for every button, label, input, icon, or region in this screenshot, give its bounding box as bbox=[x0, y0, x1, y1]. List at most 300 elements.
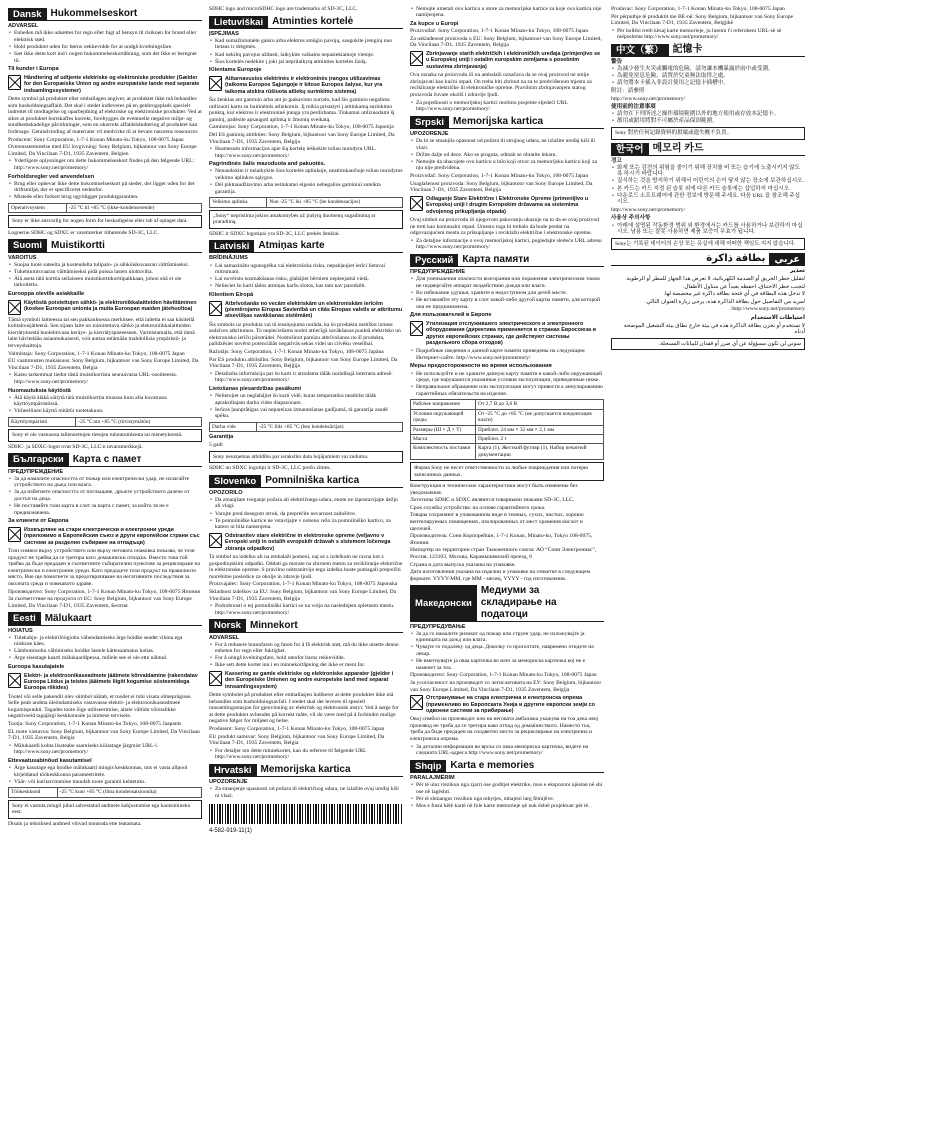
list-item: • Nenaudokite ir nelaikykite šios kortelės aplinkoje, neatitinkančioje toliau nurodytos veikimo aplinkos sąlygos. bbox=[215, 168, 403, 181]
note-box: Sony neuzņemas atbildību par ierakstīto datu bojājumiem vai zudumu. bbox=[209, 451, 403, 463]
section-header-eesti bbox=[8, 612, 202, 625]
section-title: Карта с памет bbox=[69, 453, 202, 466]
warning-list bbox=[410, 138, 604, 172]
weee-body: Tämä symboli laitteessa tai sen pakkauksessa merkitsee, että laitetta ei saa käsitellä kotitalousjätteenä. Sen sijaan laite on toimitettava sähkö ja elektroniikkalaitteiden kierrätyksestä huolehtivaan keräys- ja kierrätyspisteeseen. Varmistamalla, että tämä laite hävitetään asianmukaisesti, voit auttaa estämään mahdollisia ympäristö- ja terveyshaittoja. bbox=[8, 316, 195, 349]
spec-label: Масса bbox=[411, 434, 476, 443]
spec-value: Карта (1), Жесткий футляр (1), Набор печатной документации bbox=[476, 444, 604, 460]
list-item: • Не используйте и не храните данную карту памяти в какой-либо окружающей среде, где нарушаются указанные условия эксплуатации, приведенные ниже. bbox=[416, 371, 604, 384]
precautions-heading: Ettevaatusabinõud kasutamisel bbox=[8, 758, 92, 765]
weee-block bbox=[410, 695, 604, 714]
spec-table bbox=[209, 422, 403, 432]
precautions-heading: Меры предосторожности во время использования bbox=[410, 363, 552, 370]
section-title: Mälukaart bbox=[41, 612, 202, 625]
list-item: • Lämbumisohu vältimiseks hoidke lastele kättesaamatus kohas. bbox=[14, 648, 202, 655]
list-item: • Za smanjenje opasnosti od požara ili električnog udara, ne izlažite ovaj uređaj kiši ni vlazi. bbox=[215, 786, 403, 799]
list-item: • Во избежание удушья, храните в недоступном для детей месте. bbox=[416, 290, 604, 297]
weee-title: Утилизация отслужившего электрического и электронного оборудования (директива применяется в странах Евросоюза и других европейских странах, где действуют системы раздельного сбора отходов) bbox=[426, 320, 596, 346]
url-text: • Detalizēta informācija par šo karti ir atrodama tālāk norādītajā interneta adresē: http://www.sony.net/promemory/ bbox=[215, 371, 403, 384]
language-label: Latviski bbox=[209, 240, 254, 253]
url-text: • Išsamesnės informacijos apie šią kortelę ieškokite toliau nurodytu URL. http://www.sony.net/promemory/ bbox=[215, 146, 403, 159]
language-label: Български bbox=[8, 453, 69, 466]
weee-body: Dette symbolet på produktet eller emballasjen indikerer at dette produktet ikke må behandles som husholdningsavfall. I stedet skal det leveres til spesiell innsamlingsstasjon for gjenvinning av elektrisk og elektronisk utstyr. Ved å sørge for at dette produktet avhendes på korrekt måte, vil du være med på å forhindre mulige negative følger for miljøet og helse. bbox=[209, 692, 399, 725]
precautions-heading: Lietošanas piesardzības pasākumi bbox=[209, 385, 302, 392]
list-item: • Nelietojiet un neglabājiet šo karti vidē, kuras temperatūra neatbilst tālāk aprakstītajam darba vides diapazonam. bbox=[215, 393, 403, 406]
section-title: Memorijska kartica bbox=[257, 764, 404, 777]
section-title: Atmiņas karte bbox=[254, 240, 403, 253]
section-header-arabic bbox=[611, 253, 805, 266]
section-header-bulgarian bbox=[8, 453, 202, 466]
spec-table bbox=[8, 203, 202, 213]
list-item: • Da bi se smanjila opasnost od požara ili strujnog udara, ne izlažite uređaj kiši ili vlazi. bbox=[416, 138, 604, 151]
paragraph: Страна и дата выпуска указаны на упаковке. bbox=[410, 561, 516, 568]
crossed-bin-icon bbox=[410, 321, 423, 336]
list-item: • 濫用或錯用將對不可屬於產品保固範圍。 bbox=[617, 118, 805, 125]
list-item: • 為減少發生火災或觸電的危險，請勿讓本機暴露於雨中或受潮。 bbox=[617, 66, 805, 73]
warning-heading: UPOZORENJE bbox=[209, 779, 248, 786]
list-item: • Väär- või kuritarvitamine muudab toote garantii kehtetuks. bbox=[14, 779, 202, 786]
weee-block bbox=[209, 533, 403, 552]
producer-text: Produsent: Sony Corporation, 1-7-1 Konan Minato-ku Tokyo, 108-0075 Japan bbox=[209, 726, 385, 733]
weee-body: Ta simbol na izdelku ali na embalaži pomeni, naj se z izdelkom ne ravna kot z gospodinjskimi odpadki. Oddati ga morate na zbirnem mestu za recikliranje električne in elektronske opreme. S pravilno odstranitvijo tega izdelka boste pomagali preprečiti morebitne posledice za okolje in zdravje ljudi. bbox=[209, 553, 403, 580]
weee-title: Отстранување на стара електрична и електронска опрема (применливо во Европската Унија и другите европски земји со одвоени системи за прибирање) bbox=[426, 695, 595, 714]
precautions-list bbox=[410, 371, 604, 398]
note-box: Sony는 기록된 데이터의 손상 또는 유실에 대해 어떠한 책임도 지지 않습니다. bbox=[611, 238, 805, 250]
list-item: • Tulekahju- ja elektrilöögiohu vähendamiseks ärge hoidke seadet vihma ega niiskuse käes. bbox=[14, 635, 202, 648]
url-list bbox=[611, 28, 805, 41]
compliance-text: За усогласеност на производот со легислативата на ЕУ: Sony Belgium, bijkantoor van Sony Europe Limited, Da Vincilaan 7-D1, 1935 Zaventem, Belgija bbox=[410, 679, 602, 693]
language-label: Suomi bbox=[8, 239, 47, 252]
table-row bbox=[411, 444, 604, 460]
warning-list bbox=[209, 786, 403, 799]
weee-body: Dette symbol på produktet eller emballagen angiver, at produktet ikke må behandles som husholdningsaffald. Det skal i stedet indleveres på en genbrugsplads specielt indrettet til modtagelse og oparbejdning af elektriske og elektroniske produkter. Ved at sikre at produktet bortskaffes korrekt, forebygges de eventuelle negative miljø- og sundhedsskadelige påvirkninger, som en ukorrekt affaldshåndtering af produktet kan forårsage. Genindvinding af materialer vil medvirke til at bevare naturens ressourcer. bbox=[8, 95, 202, 135]
paragraph: لتجنب خطر الاختناق، احفظه بعيداً عن متناول الأطفال. bbox=[682, 283, 805, 290]
warning-list bbox=[209, 642, 403, 669]
weee-block bbox=[410, 321, 604, 347]
spec-value: Приблиз. 24 мм × 32 мм × 2,1 мм bbox=[476, 425, 604, 434]
list-item: • Ikke sett dette kortet inn i en minnekortåpning det ikke er ment for. bbox=[215, 662, 403, 669]
precautions-list bbox=[8, 765, 202, 785]
weee-body: Ovaj simbol na proizvodu ili njegovom pakovanju ukazuje na to da se ovaj proizvod ne treti kao komunalni otpad. Umesto toga bi trebalo da bude predat na odgovarajućem mestu za prikupljanje i reciklažu električne i elektronske opreme. bbox=[410, 216, 600, 237]
spec-label: Operativsystem bbox=[9, 203, 67, 212]
producer-text: Proizvođač: Sony Corporation, 1-7-1 Konan Minato-ku Tokyo, 108-0075 Japan bbox=[410, 28, 589, 35]
section-title: 메모리 카드 bbox=[649, 143, 805, 156]
language-label: Македонски bbox=[410, 585, 477, 621]
warning-list bbox=[410, 782, 604, 809]
list-item: • Для уменьшения опасности возгорания или поражения электрическим током не подвергайте аппарат воздействию дождя или влаги. bbox=[416, 276, 604, 289]
precautions-list bbox=[611, 111, 805, 125]
spec-label: Veikimo aplinka bbox=[210, 198, 267, 207]
column-4 bbox=[611, 5, 805, 1124]
section-header-lietuviskai bbox=[209, 16, 403, 29]
list-item: • Ierīces ļaunprātīgas vai nepareizas izmantošanas gadījumā, tā garantija zaudē spēku. bbox=[215, 407, 403, 420]
url-text: • Yderligere oplysninger om dette hukommelseskort findes på den følgende URL: http://www.sony.net/promemory/ bbox=[14, 158, 202, 171]
compliance-text: За съответствие на продукта от ЕС: Sony Belgium, bijkantoor van Sony Europe Limited, Da Vincilaan 7-D1, 1935 Zaventem, Белгия bbox=[8, 596, 192, 609]
section-title: Pomnilniška kartica bbox=[261, 475, 403, 488]
warning-heading: ĮSPĖJIMAS bbox=[209, 30, 239, 37]
url-list bbox=[209, 748, 403, 761]
warning-heading: ПРЕДУПРЕДУВАЊЕ bbox=[410, 623, 466, 630]
url-list bbox=[8, 372, 202, 385]
list-item: • Mos e fusni këtë kartë në fole karte memorieje që nuk është projektuar për të. bbox=[416, 803, 604, 810]
crossed-bin-icon bbox=[209, 76, 222, 91]
eu-heading: Eurooppa oleville asiakkaille bbox=[8, 291, 85, 298]
weee-block bbox=[8, 75, 202, 94]
url-text: • Подробные сведения о данной карте памяти приведены на следующем Интернет-сайте. http://www.sony.net/promemory/ bbox=[416, 348, 604, 361]
warning-list bbox=[209, 497, 403, 531]
column-3 bbox=[410, 5, 604, 1124]
crossed-bin-icon bbox=[209, 301, 222, 316]
url-text: • Katso tarkemmat tiedot tästä muistikortista seuraavasta URL-osoitteesta. http://www.sony.net/promemory/ bbox=[14, 372, 202, 385]
section-header-chinese bbox=[611, 44, 805, 57]
producer-text: Ražotājs: Sony Corporation, 1-7-1 Konan Minato-ku Tokyo, 108-0075 Japāna bbox=[209, 349, 384, 355]
section-header-norsk bbox=[209, 619, 403, 632]
warning-list bbox=[410, 631, 604, 672]
spec-label: Условия окружающей среды bbox=[411, 409, 476, 425]
crossed-bin-icon bbox=[410, 51, 423, 66]
footer-text: Logoerne SDHC og SDXC er varemærker tilhørende SD-3C, LLC. bbox=[8, 229, 159, 236]
list-item: • Da zmanjšate tveganje požara ali električnega udara, enote ne izpostavljajte dežju ali vlagi. bbox=[215, 497, 403, 510]
weee-block bbox=[209, 76, 403, 95]
warning-list bbox=[8, 262, 202, 289]
url-list bbox=[209, 603, 403, 616]
url-text: • Za pojedinosti o memorijskoj kartici molimo posjetite sljedeći URL http://www.sony.net/promemory/ bbox=[416, 100, 604, 113]
url-list bbox=[410, 348, 604, 361]
url-text: http://www.sony.net/promemory/ bbox=[611, 206, 686, 213]
url-text: • Za detaljne informacije o ovoj memorijskoj kartici, pogledajte sledeću URL adresu http://www.sony.net/promemory/ bbox=[416, 238, 604, 251]
producer-text: Tootja: Sony Corporation, 1-7-1 Konan Minato-ku Tokyo, 108-0075 Jaapanis bbox=[8, 721, 182, 728]
spec-table bbox=[8, 417, 202, 427]
url-list bbox=[209, 371, 403, 384]
list-item: • For å redusere brannfaren og faren for å få elektrisk støt, må du ikke utsette denne enheten for regn eller fuktighet. bbox=[215, 642, 403, 655]
warning-list bbox=[611, 165, 805, 206]
list-item: • 화재 또는 감전의 위험을 줄이기 위해 장치를 비 또는 습기에 노출시키지 않도록 하시기 바랍니다. bbox=[617, 165, 805, 178]
list-item: • 본 카드는 카드 지정 된 슬롯 외에 다른 카드 슬롯에는 삽입하지 마십시오. bbox=[617, 186, 805, 193]
list-item: • 請勿在下列所述之操作環境範圍以外的地方使用或存放本記憶卡。 bbox=[617, 111, 805, 118]
warning-heading: ADVARSEL bbox=[209, 634, 240, 641]
paragraph: Конструкция и технические характеристики могут быть изменены без уведомления. bbox=[410, 483, 578, 496]
warning-heading: 警告 bbox=[611, 59, 623, 66]
precautions-heading: 사용상 주의사항 bbox=[611, 215, 651, 222]
warning-heading: 경고 bbox=[611, 157, 622, 164]
list-item: • Për të ulur rrezikun nga zjarri ose goditjet elektrike, mos e ekspozoni njësinë në shi ose në lagështi. bbox=[416, 782, 604, 795]
warning-list bbox=[410, 276, 604, 310]
producer-text: Valmistaja: Sony Corporation, 1-7-1 Konan Minato-ku Tokyo, 108-0075 Japan bbox=[8, 350, 185, 357]
list-item: • 다운로드 소프트웨어에 관한 정보에 방문해 주세요. 다음 URL 을 참조해 주십시오. bbox=[617, 193, 805, 206]
warning-list bbox=[8, 635, 202, 662]
list-item: • Brug eller opbevar ikke dette hukommelseskort på steder, der ligger uden for det driftsmiljø, der er specificeret nedenfor. bbox=[14, 181, 202, 194]
url-text: • Podrobnosti o tej pomnilniški kartici so na voljo na naslednjem spletnem mestu. http://www.sony.net/promemory/ bbox=[215, 603, 403, 616]
compliance-text: EU vaatimusten mukaisuus: Sony Belgium, bijkantoor van Sony Europe Limited, Da Vincilaan 7-D1, 1935 Zaventem, Belgia bbox=[8, 358, 199, 371]
weee-body: Овој симбол на производот или на неговата амбалажа укажува на тоа дека овој производ не треба да се третира како отпад од домаќинството. Наместо тоа, треба да биде предаден на соодветно место за рециклирање на електрична и електронска опрема. bbox=[410, 716, 599, 743]
list-item: • For å unngå kvelningsfare, hold utenfor barns rekkevidde. bbox=[215, 655, 403, 662]
warning-list bbox=[209, 263, 403, 290]
list-item: • Не вметнувајте ја оваа картичка во влез за мемориска картичка кој не е наменет за тоа. bbox=[416, 658, 604, 671]
list-item: • Lai novērstu nosmakšanas risku, glabājiet bērniem nepieejamā vietā. bbox=[215, 276, 403, 283]
section-title: Atminties kortelė bbox=[268, 16, 403, 29]
url-list bbox=[410, 238, 604, 251]
section-title: Медиуми за складирање на податоци bbox=[477, 585, 604, 621]
url-list bbox=[209, 146, 403, 159]
eu-heading: Klientams Europoje bbox=[209, 67, 262, 74]
barcode bbox=[209, 804, 403, 824]
spec-value: -25 °C līdz +85 °C (bez kondensācijas) bbox=[256, 422, 402, 431]
spec-label: Рабочее напряжение bbox=[411, 400, 476, 409]
url-heading: 附註：請參照 bbox=[611, 88, 645, 95]
section-title: Karta e memories bbox=[446, 760, 604, 773]
url-text: • For detaljer om dette minnekortet, kan du referere til følgende URL http://www.sony.net/promemory/ bbox=[215, 748, 403, 761]
table-row bbox=[411, 434, 604, 443]
language-label: Eesti bbox=[8, 612, 41, 625]
column-1 bbox=[8, 5, 202, 1124]
paragraph: لمزيد من التفاصيل حول بطاقة الذاكرة هذه، يرجى زيارة العنوان التالي. bbox=[645, 298, 805, 305]
warning-heading: ПРЕДУПРЕЖДЕНИЕ bbox=[8, 468, 64, 475]
spec-label: Комплектность поставки bbox=[411, 444, 476, 460]
url-list bbox=[410, 744, 604, 757]
language-label: Dansk bbox=[8, 8, 47, 21]
arabic-body bbox=[611, 268, 805, 350]
producer-text: Gamintojas: Sony Corporation, 1-7-1 Konan Minato-ku Tokyo, 108-0075 Japonija bbox=[209, 124, 394, 131]
spec-table bbox=[410, 399, 604, 460]
section-title: بطاقة ذاكرة bbox=[611, 253, 769, 266]
list-item: • Sæt ikke dette kort ind i nogen hukommelseskortåbning, som det ikke er beregnet til. bbox=[14, 51, 202, 64]
list-item: • Ärge kasutage ega hoidke mälukaarti mingis keskkonnas, mis ei vasta allpool kirjeldatud töökeskkonna parameetritele. bbox=[14, 765, 202, 778]
note-box: Sony er ikke ansvarlig for nogen form for beskadigelse eller tab af optaget data. bbox=[8, 215, 202, 227]
crossed-bin-icon bbox=[410, 695, 423, 710]
list-item: • Enheden må ikke udsættes for regn eller fugt af hensyn til risikoen for brand eller elektrisk stød. bbox=[14, 30, 202, 43]
precautions-list bbox=[8, 181, 202, 201]
precautions-heading: احتياطات الاستخدام bbox=[750, 314, 805, 321]
list-item: • Tukehtumisvaaran välttämiseksi pidä poissa lasten ulottuvilta. bbox=[14, 269, 202, 276]
footer-text: SDHC ir SDXC logotipai yra SD-3C, LLC prekės ženklai. bbox=[209, 230, 341, 237]
crossed-bin-icon bbox=[8, 300, 21, 315]
compliance-text: Par ES produktu atbilstību: Sony Belgium, bijkantoor van Sony Europe Limited, Da Vincilaan 7-D1, 1935 Zaventem, Beļģija bbox=[209, 356, 398, 370]
list-item: • Varujte pred dosegom otrok, da preprečite nevarnost zadušitve. bbox=[215, 511, 403, 518]
section-title: Memorijska kartica bbox=[449, 116, 604, 129]
list-item: • Mistede eller forkert brug ugyldiggør produktgarantien. bbox=[14, 194, 202, 201]
spec-value: От 2,7 В до 3,6 В bbox=[476, 400, 604, 409]
url-list bbox=[410, 100, 604, 113]
spec-label: Töökeskkond bbox=[9, 788, 58, 797]
url-text: • Mälukaardi kohta lisateabe saamiseks külastage järgmist URL-i. http://www.sony.net/promemory/ bbox=[14, 743, 202, 756]
weee-title: Zbrinjavanje starih električkih i elektroničkih uređaja (primjenjivo se u Europskoj uniji i ostalim europskim zemljama s posebnim sustavima zbrinjavanja) bbox=[426, 51, 601, 70]
footer-text: SDHC- ja SDXC-logot ovat SD-3C, LLC:n tavaramerkkejä. bbox=[8, 443, 143, 450]
list-item: • 질식하는 것을 방지하기 위해서 어린이의 손이 닿지 않는 장소에 보관하십시오. bbox=[617, 178, 805, 185]
weee-title: Käytöstä poistettujen sähkö- ja elektroniikkalaitteiden hävittäminen (koskee Euroopan unionia ja muita Euroopan maiden jätehuoltoa) bbox=[24, 299, 197, 312]
weee-block bbox=[8, 673, 202, 692]
eu-heading: Klientiem Eiropā bbox=[209, 291, 254, 298]
weee-block bbox=[8, 527, 202, 546]
warning-list bbox=[209, 38, 403, 65]
language-label: Shqip bbox=[410, 760, 446, 773]
section-header-suomi bbox=[8, 239, 202, 252]
list-item: • Suojaa tuote sateelta ja kosteudelta tulipalo- ja sähköiskuvaaran välttämiseksi. bbox=[14, 262, 202, 269]
paragraph: لا تدخل هذه البطاقة في أي فتحة بطاقة ذاكرة غير مخصصة لها. bbox=[663, 291, 805, 298]
list-item: • За да го намалите ризикот од пожар или струен удар, не изложувајте ја единицата на дожд или влага. bbox=[416, 631, 604, 644]
producer-text: Proizvajalec: Sony Corporation, 1-7-1 Konan Minato-ku Tokyo, 108-0075 Japonska bbox=[209, 581, 398, 588]
paragraph: Производитель: Сони Корпорейшн, 1-7-1 Konan, Minato-ku, Tokyo 108-0075, Япония. bbox=[410, 533, 593, 546]
paragraph: Логотипы SDHC и SDXC являются товарными знаками SD-3C, LLC. bbox=[410, 497, 575, 504]
list-item: • Kad nekiltų pavojus uždusti, laikykite vaikams nepasiekiamoje vietoje. bbox=[215, 52, 403, 59]
list-item: • Virheellinen käyttö mitätöi tuotetakuun. bbox=[14, 408, 202, 415]
note-box: Sony 對於任何記錄資料的損壞或遺失概不負責。 bbox=[611, 127, 805, 139]
eu-heading: За клиенти от Европа bbox=[8, 518, 69, 525]
list-item: • Älä aseta tätä korttia sellaiseen muistikorttikorttipaikkaan, johon sitä ei ole tarkoitettu. bbox=[14, 276, 202, 289]
list-item: • Älä käytä äläkä säilytä tätä muistikorttia muussa kuin alla kuvatussa käyttöympäristössä. bbox=[14, 395, 202, 408]
footer-text: SDHC un SDXC logotipi ir SD-3C, LLC preču zīmes. bbox=[209, 464, 331, 471]
list-item: • Kad sumažintumėte gaisro arba elektros smūgio pavojų, saugokite įrenginį nuo lietaus ir drėgmės. bbox=[215, 38, 403, 51]
warning-list bbox=[8, 476, 202, 517]
weee-block bbox=[209, 671, 403, 690]
table-row bbox=[411, 425, 604, 434]
precautions-list bbox=[209, 168, 403, 195]
url-text: http://www.sony.net/promemory/ bbox=[730, 306, 805, 313]
spec-value: -25 °C til +85 °C (ikke-kondenserende) bbox=[67, 203, 202, 212]
producer-text: Proizvođač: Sony Corporation, 1-7-1 Konan Minato-ku Tokyo, 108-0075 Japan bbox=[410, 173, 589, 180]
table-row bbox=[411, 400, 604, 409]
paragraph: Срок службы устройства: на основе гарантийного срока. bbox=[410, 504, 546, 511]
list-item: • 請勿將本卡插入非設計使用之記憶卡插槽中。 bbox=[617, 80, 805, 87]
list-item: • Te pomnilniške kartice ne vstavljajte v nobeno režo za pomnilniško kartico, za katero ni bila namenjena. bbox=[215, 518, 403, 531]
crossed-bin-icon bbox=[8, 75, 21, 90]
spec-label: Käyttöympäristö bbox=[9, 417, 76, 426]
section-header-hrvatski bbox=[209, 764, 403, 777]
spec-label: Размеры (Ш × Д × Т) bbox=[411, 425, 476, 434]
section-header-dansk bbox=[8, 8, 202, 21]
weee-title: Изхвърляне на стари електрически и електронни уреди (приложимо в Европейския съюз и други европейски страни със системи за разделно събиране на отпадъци) bbox=[24, 526, 200, 546]
section-header-russian bbox=[410, 254, 604, 267]
list-item: • За да избегнете опасността от поглъщане, дръжте устройството далече от достъп на деца. bbox=[14, 489, 202, 502]
column-2 bbox=[209, 5, 403, 1124]
paragraph: Товары сохраняют в упакованном виде в темных, сухих, чистых, хорошо вентилируемых помещениях, изолированных от мест хранения кислот и щелочей. bbox=[410, 512, 584, 532]
precautions-heading: Forholdsregler ved anvendelsen bbox=[8, 173, 95, 180]
spec-label: Darba vide bbox=[210, 422, 257, 431]
producer-text: Prodavac: Sony Corporation, 1-7-1 Konan Minato-ku Tokyo, 108-0075 Japan bbox=[611, 6, 785, 12]
warning-list bbox=[410, 6, 604, 19]
spec-value: -25 °C:sta +85 °C (tiivistymätön) bbox=[76, 417, 202, 426]
section-title: Карта памяти bbox=[458, 254, 604, 267]
footer-text: Disain ja tehnilised andmed võivad muutuda ette teatamata. bbox=[8, 820, 142, 827]
warning-heading: ПРЕДУПРЕЖДЕНИЕ bbox=[410, 269, 466, 276]
paragraph: لا تستخدم أو تخزن بطاقة الذاكرة هذه في بيئة خارج نطاق بيئة التشغيل الموضحة أدناه. bbox=[623, 322, 805, 336]
section-title: Hukommelseskort bbox=[47, 8, 202, 21]
list-item: • Неправильное обращение или эксплуатация могут привести к аннулированию гарантийных обязательств на изделие. bbox=[416, 384, 604, 397]
weee-block bbox=[8, 300, 202, 315]
warning-heading: VAROITUS bbox=[8, 254, 37, 261]
url-text: http://www.sony.net/promemory/ bbox=[611, 95, 686, 102]
warning-heading: PARALAJMËRIM bbox=[410, 775, 455, 782]
warning-list bbox=[8, 30, 202, 64]
language-label: 한국어 bbox=[611, 143, 649, 156]
paragraph: لتقليل خطر الحريق أو الصدمة الكهربائية، لا تعرض هذا الجهاز للمطر أو الرطوبة. bbox=[625, 276, 805, 283]
list-item: • Šios kortelės nedėkite į joki jai nepritaikytą atminties kortelės lizdą. bbox=[215, 59, 403, 66]
section-title: Muistikortti bbox=[47, 239, 202, 252]
list-item: • Чувајте го подалеку од деца. Доколку го проголтате, навремено отидете на лекар. bbox=[416, 644, 604, 657]
note-box: سوني لن تكون مسؤولة عن أي ضرر أو فقدان للبيانات المسجلة. bbox=[611, 338, 805, 350]
language-label: 中文（繁） bbox=[611, 44, 669, 57]
crossed-bin-icon bbox=[209, 533, 222, 548]
language-label: عربي bbox=[769, 253, 805, 266]
list-item: • Hold produktet uden for børns rækkevidde for at undgå kvælningsfare. bbox=[14, 44, 202, 51]
table-row bbox=[411, 409, 604, 425]
precautions-list bbox=[209, 393, 403, 420]
precautions-heading: 使用前的注意事項 bbox=[611, 104, 656, 111]
crossed-bin-icon bbox=[410, 196, 423, 211]
warning-heading: HOIATUS bbox=[8, 627, 33, 634]
precautions-list bbox=[8, 395, 202, 415]
section-title: Minnekort bbox=[246, 619, 403, 632]
weee-block bbox=[410, 196, 604, 215]
warning-heading: ADVARSEL bbox=[8, 23, 39, 30]
crossed-bin-icon bbox=[209, 671, 222, 686]
paragraph: Импортер на территории стран Таможенного союза: АО “Сони Электроникс”, Россия, 123103, Москва, Карамышевский проезд, 6 bbox=[410, 547, 597, 560]
spec-table bbox=[8, 787, 202, 797]
section-header-srpski bbox=[410, 116, 604, 129]
section-header-makedonski bbox=[410, 585, 604, 621]
eu-heading: Til kunder i Europa bbox=[8, 66, 59, 73]
section-title: 記憶卡 bbox=[669, 44, 805, 57]
weee-body: Tootel või selle pakendil olev sümbol näitab, et toodet ei tohi visata olmeprügisse. Selle peab andma üleöndamiseks vastavasse elektri- ja elektroonikaseadmete kogumispunkti. Tagades toote õige utiliseerimise, aitate vältida võimalikke negatiivseid tagajärgi keskkonnale ja inimese tervisele. bbox=[8, 693, 192, 720]
list-item: • Për të shmangur rrezikun nga mbytjes, mbajeni larg fëmijëve. bbox=[416, 796, 604, 803]
weee-title: Odstranitev stare električne in elektronske opreme (veljavno v Evropski uniji in ostalih evropskih državah s sistemom ločenega zbiranja odpadkov) bbox=[225, 532, 391, 552]
url-text: • За детални информации во врска со оваа мемориска картичка, видете на следната URL-адреса http://www.sony.net/promemory/ bbox=[416, 744, 604, 757]
list-item: • Ärge sisestage kaarti mälukaardipessa, millele see ei ole ette nähtud. bbox=[14, 655, 202, 662]
warning-heading: تحذير bbox=[790, 268, 805, 275]
warning-heading: UPOZORENJE bbox=[410, 130, 449, 137]
part-number: 4-582-919-11(1) bbox=[209, 827, 252, 834]
list-item: • 為避免窒息危險，請置於兒童無法取得之處。 bbox=[617, 73, 805, 80]
warning-list bbox=[611, 66, 805, 87]
note-box: Sony ei ole vastuussa tallennettujen tietojen tuhoutumisesta tai menetyksestä. bbox=[8, 429, 202, 441]
list-item: • За да намалите опасността от пожар или електрически удар, не излагайте устройството на дъжд или влага. bbox=[14, 476, 202, 489]
note-box: Sony ei vastuta mingil juhul salvestatud andmete kahjustumise ega kaotsimineku eest. bbox=[8, 800, 202, 819]
list-item: • Dėl piktnaudžiavimo arba netinkamo elgesio nebegalios gaminiui suteikta garantija. bbox=[215, 182, 403, 195]
weee-title: Håndtering af udtjente elektriske og elektroniske produkter (Gælder for den Europæiske Union og andre europæiske lande med separate indsamlingssystemer) bbox=[24, 74, 200, 94]
weee-title: Atbrīvošanās no vecām elektriskām un elektroniskām ierīcēm (piemērojams Eiropas Savienībā un citās Eiropas valstīs ar atkritumu atsevišķas savākšanas sistēmām) bbox=[225, 300, 403, 320]
list-item: • Držite dalje od dece. Ako se proguta, odmah se obratite lekaru. bbox=[416, 152, 604, 159]
compliance-text: EU produkt samsvar: Sony Belgium, bijkantoor van Sony Europe Limited, Da Vincilaan 7-D1, 1935 Zaventem, Belgia bbox=[209, 733, 385, 747]
paragraph: Дата изготовления указана на изделии и упаковке на этикетке в следующем формате: YYYY-MM, где MM - месяц, YYYY - год изготовления. bbox=[410, 569, 591, 582]
list-item: • Nelieciet šo karti tādos atmiņas karšu slotos, kas tam nav paredzēti. bbox=[215, 283, 403, 290]
precautions-heading: Huomautuksia käytöstä bbox=[8, 387, 71, 394]
compliance-text: Për përputhje të produktit me BE-në: Sony Belgium, bijkantoor van Sony Europe Limited, Da Vincilaan 7-D1, 1935 Zaventem, Belgjikë bbox=[611, 13, 794, 27]
warning-heading: OPOZORILO bbox=[209, 489, 243, 496]
producer-text: Producent: Sony Corporation, 1-7-1 Konan Minato-ku Tokyo, 108-0075 Japan bbox=[8, 136, 184, 143]
precautions-heading: Pagrindinės šalis mazoduota and pakuotės. bbox=[209, 161, 326, 168]
section-header-shqip bbox=[410, 760, 604, 773]
compliance-text: Usaglašenost proizvoda: Sony Belgium, bijkantoor van Sony Europe Limited, Da Vincilaan 7-D1, 1935 Zaventem, Belgija bbox=[410, 180, 593, 194]
spec-value: От -25 °C до +85 °C (не допускается конденсация влаги) bbox=[476, 409, 604, 425]
guarantee-value: 5 gadi bbox=[209, 441, 223, 448]
weee-title: Atitarnavusios elektrinės ir elektroninės įrangos utilizavimas (taikoma Europos Sąjungoje ir kitose Europos šalyse, kur yra taikoma atskira rūšiuota atliekų surinkimo sistema) bbox=[225, 75, 383, 95]
compliance-text: Za usklađenost proizvoda u EU: Sony Belgium, bijkantoor van Sony Europe Limited, Da Vincilaan 7-D1, 1935 Zaventem, Belgija bbox=[410, 35, 602, 49]
producer-text: Производител: Sony Corporation, 1-7-1 Konan Minato-ku Tokyo, 108-0075 Japan bbox=[410, 672, 597, 679]
weee-block bbox=[209, 301, 403, 320]
weee-block bbox=[410, 51, 604, 70]
url-list bbox=[8, 743, 202, 756]
weee-title: Odlaganje Stare Električne i Elektronske Opreme (primenljivo u Evropskoj uniji i drugim Evropskim državama sa sistemima odvojenog prikupljanja otpada) bbox=[426, 195, 589, 215]
list-item: • Не поставяйте тази карта в слот за карта с памет, за който тя не е предназначена. bbox=[14, 503, 202, 516]
eu-heading: Za kupce u Europi bbox=[410, 20, 459, 27]
eu-heading: Для пользователей в Европе bbox=[410, 312, 492, 319]
url-list bbox=[8, 158, 202, 171]
producer-text: Производител: Sony Corporation, 1-7-1 Konan Minato-ku Tokyo, 108-0075 Япония bbox=[8, 588, 200, 595]
eu-heading: Euroopa kasutajatele bbox=[8, 663, 65, 670]
spec-value: Приблиз. 2 г bbox=[476, 434, 604, 443]
note-box: „Sony“ neprisiima jokios atsakomybės už įrašytų duomenų sugadinimą ar praradimą. bbox=[209, 210, 403, 229]
precautions-list bbox=[611, 223, 805, 236]
list-item: • Lai samazinātu ugunsgrēka vai elektrošoka risku, nepakļaujiet ierīci lietavai mitrumam. bbox=[215, 263, 403, 276]
language-label: Lietuviškai bbox=[209, 16, 268, 29]
